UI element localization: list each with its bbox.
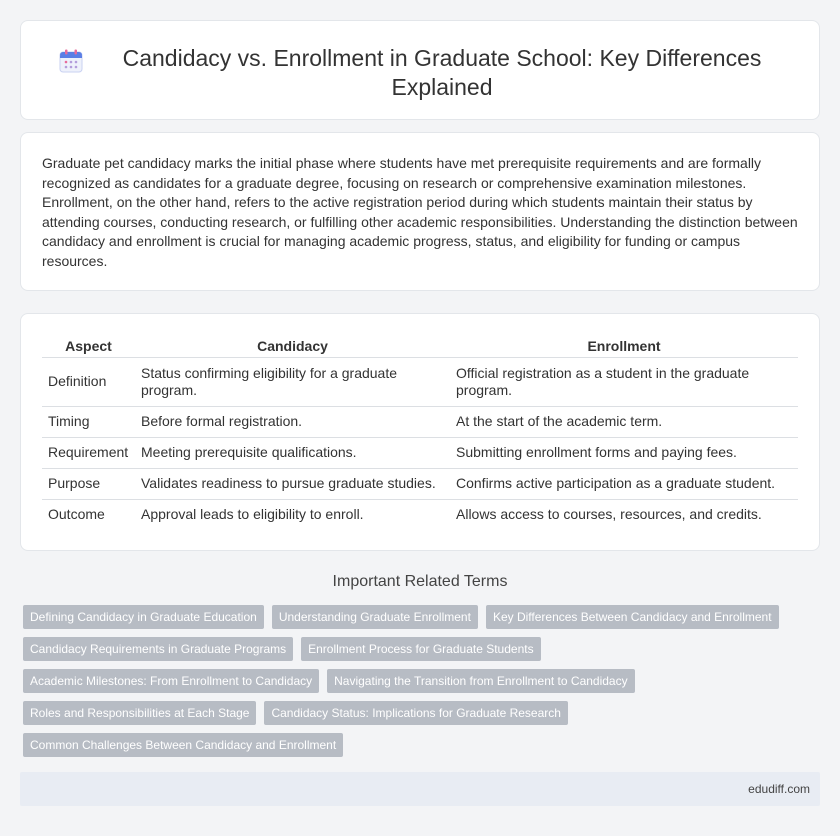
table-cell-candidacy: Before formal registration. bbox=[135, 406, 450, 437]
related-term-tag[interactable]: Common Challenges Between Candidacy and Enrollment bbox=[23, 733, 343, 757]
table-cell-candidacy: Approval leads to eligibility to enroll. bbox=[135, 499, 450, 530]
table-cell-enrollment: Submitting enrollment forms and paying fees. bbox=[450, 437, 798, 468]
related-term-tag[interactable]: Candidacy Status: Implications for Graduate Research bbox=[264, 701, 567, 725]
table-cell-aspect: Timing bbox=[42, 406, 135, 437]
page-title: Candidacy vs. Enrollment in Graduate School: Key Differences Explained bbox=[122, 45, 762, 100]
related-term-tag[interactable]: Candidacy Requirements in Graduate Programs bbox=[23, 637, 293, 661]
column-header-enrollment: Enrollment bbox=[587, 337, 661, 354]
table-cell-enrollment: At the start of the academic term. bbox=[450, 406, 798, 437]
related-term-tag[interactable]: Roles and Responsibilities at Each Stage bbox=[23, 701, 256, 725]
table-header-row bbox=[42, 331, 798, 357]
table-cell-enrollment: Official registration as a student in the graduate program. bbox=[450, 357, 798, 406]
intro-paragraph: Graduate pet candidacy marks the initial phase where students have met prerequisite requirements and are formally recognized as candidates for a graduate degree, focusing on research or comprehensive examination milestones. Enrollment, on the other hand, refers to the active registration period during which students maintain their status by attending courses, conducting research, or fulfilling other academic responsibilities. Understanding the distinction between candidacy and enrollment is crucial for managing academic progress, status, and eligibility for funding or campus resources. bbox=[42, 155, 798, 269]
footer bbox=[20, 772, 820, 806]
header-card bbox=[20, 20, 820, 120]
related-terms-list bbox=[23, 605, 823, 757]
table-cell-aspect: Outcome bbox=[42, 499, 135, 530]
table-cell-aspect: Purpose bbox=[42, 468, 135, 499]
related-term-tag[interactable]: Defining Candidacy in Graduate Education bbox=[23, 605, 264, 629]
table-cell-candidacy: Status confirming eligibility for a graduate program. bbox=[135, 357, 450, 406]
related-terms-heading: Important Related Terms bbox=[332, 573, 508, 590]
related-term-tag[interactable]: Navigating the Transition from Enrollment to Candidacy bbox=[327, 669, 634, 693]
table-row bbox=[42, 468, 798, 499]
table-cell-candidacy: Meeting prerequisite qualifications. bbox=[135, 437, 450, 468]
comparison-table-card bbox=[20, 313, 820, 551]
table-cell-enrollment: Allows access to courses, resources, and credits. bbox=[450, 499, 798, 530]
table-row bbox=[42, 406, 798, 437]
intro-card bbox=[20, 132, 820, 291]
table-cell-aspect: Requirement bbox=[42, 437, 135, 468]
column-header-aspect: Aspect bbox=[65, 337, 112, 354]
table-row bbox=[42, 437, 798, 468]
calendar-icon bbox=[58, 48, 84, 74]
related-term-tag[interactable]: Key Differences Between Candidacy and Enrollment bbox=[486, 605, 779, 629]
table-cell-enrollment: Confirms active participation as a graduate student. bbox=[450, 468, 798, 499]
table-row bbox=[42, 499, 798, 530]
related-term-tag[interactable]: Academic Milestones: From Enrollment to Candidacy bbox=[23, 669, 319, 693]
table-cell-aspect: Definition bbox=[42, 357, 135, 406]
related-term-tag[interactable]: Understanding Graduate Enrollment bbox=[272, 605, 478, 629]
column-header-candidacy: Candidacy bbox=[257, 337, 328, 354]
footer-site-name: edudiff.com bbox=[748, 782, 810, 796]
related-term-tag[interactable]: Enrollment Process for Graduate Students bbox=[301, 637, 540, 661]
comparison-table bbox=[42, 331, 798, 530]
table-row bbox=[42, 357, 798, 406]
table-cell-candidacy: Validates readiness to pursue graduate studies. bbox=[135, 468, 450, 499]
